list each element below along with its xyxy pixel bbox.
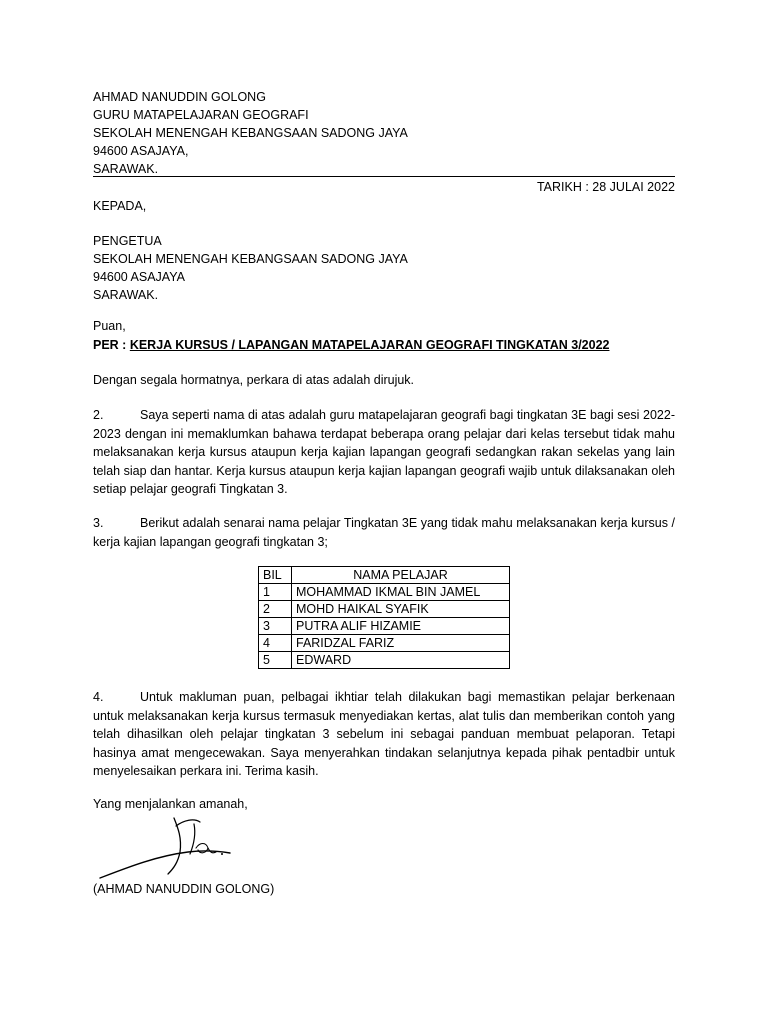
- table-row: [259, 652, 510, 669]
- sender-name: AHMAD NANUDDIN GOLONG: [93, 90, 266, 104]
- subject-line: [93, 338, 609, 352]
- recipient-school: SEKOLAH MENENGAH KEBANGSAAN SADONG JAYA: [93, 252, 408, 266]
- row-number: 3: [259, 618, 292, 635]
- signature-name: (AHMAD NANUDDIN GOLONG): [93, 882, 275, 896]
- paragraph-number: 2.: [93, 408, 104, 422]
- table-row: [259, 601, 510, 618]
- closing-line: Yang menjalankan amanah,: [93, 797, 248, 811]
- paragraph-number: 3.: [93, 516, 104, 530]
- row-number: 1: [259, 584, 292, 601]
- table-row: [259, 635, 510, 652]
- header-nama-pelajar: NAMA PELAJAR: [292, 567, 510, 584]
- paragraph-text: Berikut adalah senarai nama pelajar Tingkatan 3E yang tidak mahu melaksanakan kerja kursus / kerja kajian lapangan geografi tingkatan 3;: [93, 516, 675, 549]
- paragraph-number: 4.: [93, 690, 104, 704]
- paragraph-text: Saya seperti nama di atas adalah guru matapelajaran geografi bagi tingkatan 3E bagi sesi 2022-2023 dengan ini memaklumkan bahawa terdapat beberapa orang pelajar dari kelas tersebut tidak mahu melaksanakan kerja kursus ataupun kerja kajian lapangan geografi sedangkan rakan sekelas yang lain telah siap dan hantar. Kerja kursus ataupun kerja kajian lapangan geografi wajib untuk dilaksanakan oleh setiap pelajar geografi Tingkatan 3.: [93, 408, 675, 496]
- student-name: PUTRA ALIF HIZAMIE: [292, 618, 510, 635]
- sender-position: GURU MATAPELAJARAN GEOGRAFI: [93, 108, 309, 122]
- sender-state: SARAWAK.: [93, 162, 159, 176]
- student-name: FARIDZAL FARIZ: [292, 635, 510, 652]
- student-name: MOHAMMAD IKMAL BIN JAMEL: [292, 584, 510, 601]
- recipient-address: [93, 232, 408, 304]
- salutation: Puan,: [93, 319, 126, 333]
- row-number: 5: [259, 652, 292, 669]
- sender-school: SEKOLAH MENENGAH KEBANGSAAN SADONG JAYA: [93, 126, 408, 140]
- header-divider: [93, 176, 675, 177]
- opening-line: Dengan segala hormatnya, perkara di atas adalah dirujuk.: [93, 373, 415, 387]
- student-name: EDWARD: [292, 652, 510, 669]
- recipient-postcode: 94600 ASAJAYA: [93, 270, 185, 284]
- recipient-title: PENGETUA: [93, 234, 162, 248]
- recipient-state: SARAWAK.: [93, 288, 159, 302]
- row-number: 4: [259, 635, 292, 652]
- subject-prefix: PER :: [93, 338, 130, 352]
- row-number: 2: [259, 601, 292, 618]
- table-row: [259, 584, 510, 601]
- paragraph-3: [93, 514, 675, 551]
- letter-date: TARIKH : 28 JULAI 2022: [536, 180, 675, 194]
- table-row: [259, 618, 510, 635]
- paragraph-4: [93, 688, 675, 781]
- paragraph-2: [93, 406, 675, 499]
- kepada-label: KEPADA,: [93, 199, 147, 213]
- student-name: MOHD HAIKAL SYAFIK: [292, 601, 510, 618]
- student-table: [258, 566, 510, 669]
- header-bil: BIL: [259, 567, 292, 584]
- sender-postcode: 94600 ASAJAYA,: [93, 144, 189, 158]
- table-header-row: [259, 567, 510, 584]
- sender-address: [93, 88, 408, 178]
- handwritten-signature: [96, 808, 236, 888]
- paragraph-text: Untuk makluman puan, pelbagai ikhtiar telah dilakukan bagi memastikan pelajar berkenaan untuk melaksanakan kerja kursus termasuk menyediakan kertas, alat tulis dan memberikan contoh yang telah dihasilkan oleh pelajar tingkatan 3 sebelum ini sebagai panduan membuat pelaporan. Tetapi hasinya amat mengecewakan. Saya menyerahkan tindakan selanjutnya kepada pihak pentadbir untuk menyelesaikan perkara ini. Terima kasih.: [93, 690, 675, 778]
- subject-title: KERJA KURSUS / LAPANGAN MATAPELAJARAN GEOGRAFI TINGKATAN 3/2022: [129, 338, 610, 352]
